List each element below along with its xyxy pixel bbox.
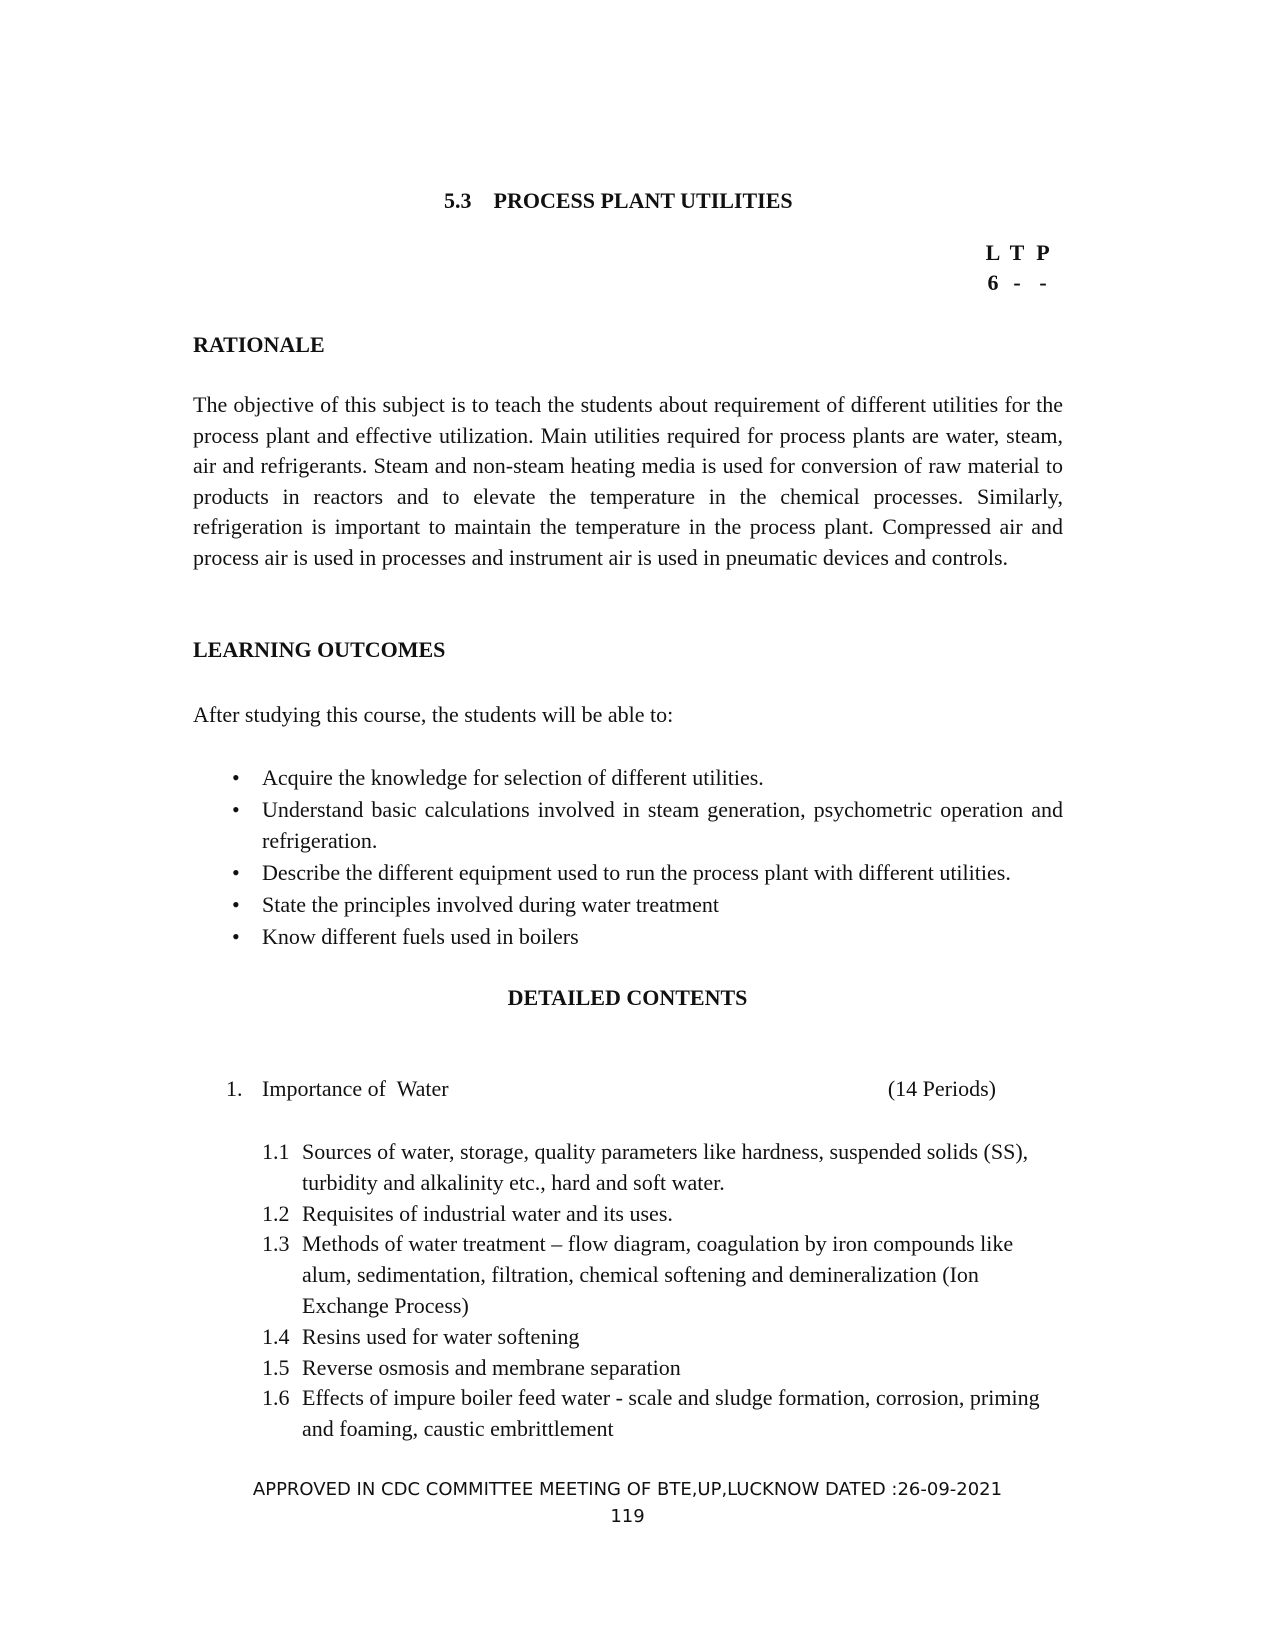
outcome-item (220, 889, 1063, 920)
ltp-header-t: T (1009, 240, 1025, 265)
footer-approval-text: APPROVED IN CDC COMMITTEE MEETING OF BTE,UP,LUCKNOW DATED :26-09-2021 (252, 1479, 1003, 1500)
unit-row (226, 1076, 996, 1106)
topic-text: Sources of water, storage, quality parameters like hardness, suspended solids (SS), turbidity and alkalinity etc., hard and soft water. (302, 1139, 1029, 1195)
topic-item (262, 1229, 1052, 1321)
bullet-icon: • (232, 924, 240, 949)
bullet-icon: • (232, 797, 240, 822)
learning-outcomes-list (220, 762, 1063, 953)
outcome-text: Understand basic calculations involved in steam generation, psychometric operation and refrigeration. (262, 797, 1063, 853)
topic-number: 1.6 (262, 1385, 290, 1411)
topic-number: 1.3 (262, 1231, 290, 1257)
topic-number: 1.1 (262, 1139, 290, 1164)
page-number: 119 (610, 1506, 645, 1527)
outcome-item (220, 762, 1063, 793)
topic-item (262, 1322, 1052, 1353)
outcome-text: Know different fuels used in boilers (262, 924, 579, 949)
unit-number: 1. (226, 1076, 243, 1101)
rationale-text: The objective of this subject is to teach the students about requirement of different utilities for the process plant and effective utilization. Main utilities required for process plants are water, steam, air and refrigerants. Steam and non-steam heating media is used for conversion of raw material to products in reactors and to elevate the temperature in the chemical processes. Similarly, refrigeration is important to maintain the temperature in the process plant. Compressed air and process air is used in processes and instrument air is used in pneumatic devices and controls. (193, 392, 1063, 570)
unit-topics-list (262, 1137, 1052, 1445)
topic-item (262, 1199, 1052, 1230)
topic-text: Effects of impure boiler feed water - scale and sludge formation, corrosion, priming and foaming, caustic embrittlement (302, 1385, 1040, 1442)
footer (0, 1476, 1255, 1530)
topic-item (262, 1383, 1052, 1445)
bullet-icon: • (232, 892, 240, 917)
topic-item (262, 1353, 1052, 1384)
unit-name: Importance of Water (262, 1076, 449, 1101)
topic-item (262, 1137, 1052, 1199)
learning-outcomes-intro: After studying this course, the students will be able to: (193, 702, 674, 727)
ltp-table (982, 240, 1062, 304)
bullet-icon: • (232, 860, 240, 885)
learning-outcomes-heading: LEARNING OUTCOMES (193, 637, 446, 662)
topic-number: 1.4 (262, 1323, 290, 1349)
page-title: 5.3 PROCESS PLANT UTILITIES (444, 188, 793, 213)
rationale-heading: RATIONALE (193, 332, 325, 357)
unit-periods: (14 Periods) (887, 1076, 996, 1101)
topic-text: Methods of water treatment – flow diagram, coagulation by iron compounds like alum, sedimentation, filtration, chemical softening and demineralization (Ion Exchange Process) (302, 1231, 1014, 1318)
outcome-text: Describe the different equipment used to run the process plant with different utilities. (262, 860, 1011, 885)
topic-number: 1.5 (262, 1354, 290, 1380)
detailed-contents-heading: DETAILED CONTENTS (507, 985, 748, 1010)
outcome-text: Acquire the knowledge for selection of different utilities. (262, 765, 764, 790)
topic-text: Reverse osmosis and membrane separation (302, 1354, 681, 1380)
outcome-item (220, 921, 1063, 952)
bullet-icon: • (232, 765, 240, 790)
ltp-header-p: P (1036, 240, 1050, 265)
outcome-item (220, 794, 1063, 856)
topic-text: Resins used for water softening (302, 1323, 580, 1349)
ltp-header-l: L (985, 240, 1001, 265)
topic-number: 1.2 (262, 1200, 290, 1226)
ltp-value-p: - (1039, 270, 1047, 295)
ltp-value-l: 6 (987, 270, 999, 295)
topic-text: Requisites of industrial water and its uses. (302, 1200, 673, 1226)
outcome-item (220, 857, 1063, 888)
outcome-text: State the principles involved during water treatment (262, 892, 719, 917)
ltp-value-t: - (1013, 270, 1021, 295)
